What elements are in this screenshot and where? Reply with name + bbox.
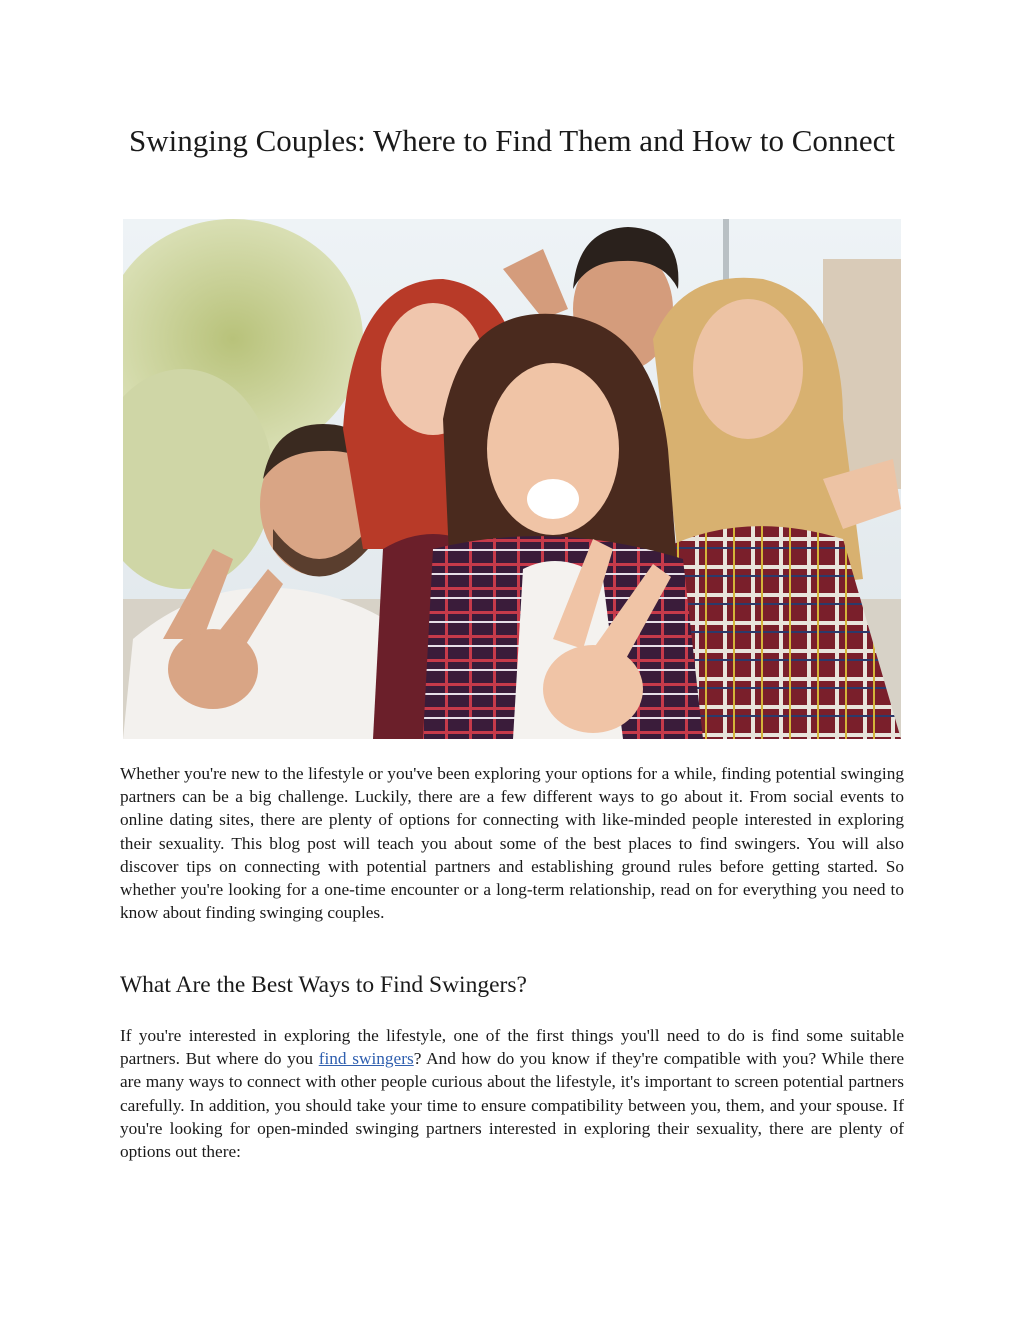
intro-paragraph: Whether you're new to the lifestyle or you've been exploring your options for a while, finding potential swinging partners can be a big challenge. Luckily, there are a few different ways to go about it. From social events to online dating sites, there are plenty of options for connecting with like-minded people interested in exploring their sexuality. This blog post will teach you about some of the best places to find swingers. You will also discover tips on connecting with potential partners and establishing ground rules before getting started. So whether you're looking for a one-time encounter or a long-term relationship, read on for everything you need to know about finding swinging couples.: [120, 764, 904, 923]
hero-photo: [123, 219, 901, 739]
section-paragraph: [120, 1024, 904, 1163]
photo-icon: [123, 219, 901, 739]
section-paragraph-text-before: If you're interested in exploring the lifestyle, one of the first things you'll need to do is find some suitable partners. But where do you: [120, 1026, 904, 1069]
section-heading: What Are the Best Ways to Find Swingers?: [120, 972, 527, 998]
page-title: Swinging Couples: Where to Find Them and How to Connect: [128, 123, 896, 158]
find-swingers-link[interactable]: find swingers: [318, 1049, 414, 1069]
section-paragraph-text-after: ? And how do you know if they're compatible with you? While there are many ways to connect with other people curious about the lifestyle, it's important to screen potential partners carefully. In addition, you should take your time to ensure compatibility between you, them, and your spouse. If you're looking for open-minded swinging partners interested in exploring their sexuality, there are plenty of options out there:: [120, 1049, 904, 1162]
